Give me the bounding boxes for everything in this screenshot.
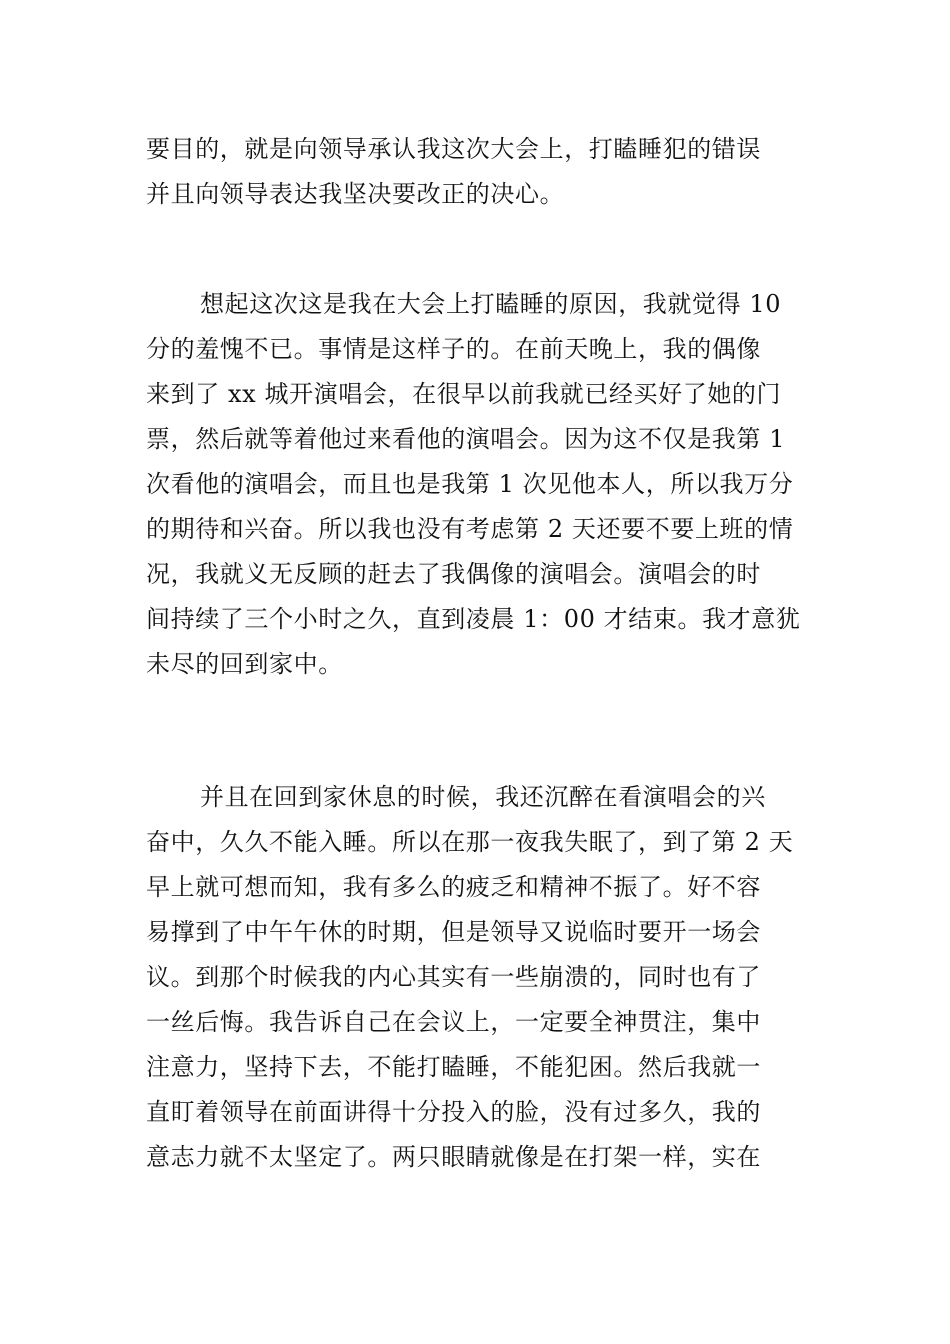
text-line: 注意力，坚持下去，不能打瞌睡，不能犯困。然后我就一 <box>146 1053 761 1081</box>
text-line: 分的羞愧不已。事情是这样子的。在前天晚上，我的偶像 <box>146 335 761 363</box>
paragraph-2 <box>146 282 808 687</box>
text-line: 并且在回到家休息的时候，我还沉醉在看演唱会的兴 <box>200 783 766 811</box>
text-line: 间持续了三个小时之久，直到凌晨 1：00 才结束。我才意犹 <box>146 605 801 633</box>
text-line: 一丝后悔。我告诉自己在会议上，一定要全神贯注，集中 <box>146 1008 761 1036</box>
text-line: 况，我就义无反顾的赶去了我偶像的演唱会。演唱会的时 <box>146 560 761 588</box>
text-line: 并且向领导表达我坚决要改正的决心。 <box>146 180 565 208</box>
paragraph-1 <box>146 127 808 217</box>
text-line: 想起这次这是我在大会上打瞌睡的原因，我就觉得 10 <box>200 290 782 318</box>
text-line: 次看他的演唱会，而且也是我第 1 次见他本人，所以我万分 <box>146 470 794 498</box>
text-line: 要目的，就是向领导承认我这次大会上，打瞌睡犯的错误 <box>146 135 761 163</box>
text-line: 票，然后就等着他过来看他的演唱会。因为这不仅是我第 1 <box>146 425 786 453</box>
text-line: 易撑到了中午午休的时期，但是领导又说临时要开一场会 <box>146 918 761 946</box>
text-line: 未尽的回到家中。 <box>146 650 343 678</box>
text-line: 议。到那个时候我的内心其实有一些崩溃的，同时也有了 <box>146 963 761 991</box>
text-line: 早上就可想而知，我有多么的疲乏和精神不振了。好不容 <box>146 873 761 901</box>
text-line: 奋中，久久不能入睡。所以在那一夜我失眠了，到了第 2 天 <box>146 828 794 856</box>
text-line: 直盯着领导在前面讲得十分投入的脸，没有过多久，我的 <box>146 1098 761 1126</box>
paragraph-3 <box>146 775 808 1180</box>
text-line: 来到了 xx 城开演唱会，在很早以前我就已经买好了她的门 <box>146 380 782 408</box>
text-line: 意志力就不太坚定了。两只眼睛就像是在打架一样，实在 <box>146 1143 761 1171</box>
text-line: 的期待和兴奋。所以我也没有考虑第 2 天还要不要上班的情 <box>146 515 794 543</box>
